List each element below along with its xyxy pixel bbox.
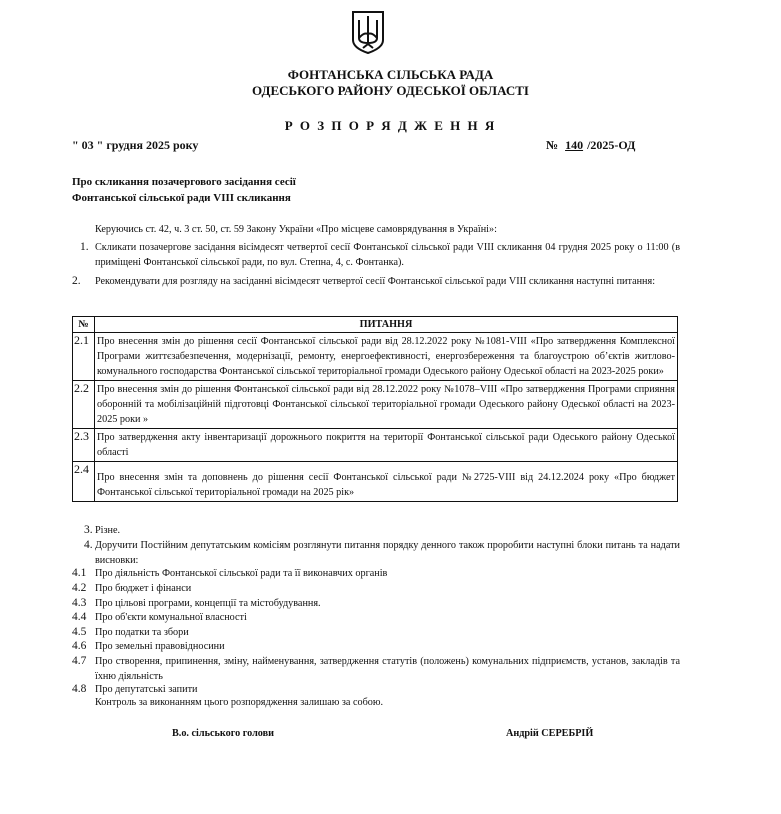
trident-emblem-icon: [351, 10, 385, 54]
table-row: 2.4 Про внесення змін та доповнень до рішення сесії Фонтанської сільської ради №2725-VIII від 24.12.2024 року «Про бюджет Фонтанської сільської територіальної громади на 2025 рік»: [73, 462, 678, 502]
table-row: 2.3 Про затвердження акту інвентаризації дорожнього покриття на території Фонтанської сільської ради Одеського району Одеської області: [73, 429, 678, 462]
doc-number: № 140 /2025-ОД: [546, 138, 636, 152]
agenda-table: [72, 316, 678, 502]
control-statement: Контроль за виконанням цього розпорядження залишаю за собою.: [95, 697, 384, 708]
list-item: 3. Різне.: [84, 524, 121, 536]
list-item: 4.1 Про діяльність Фонтанської сільської ради та її виконавчих органів: [72, 567, 388, 579]
number-value: 140: [565, 138, 584, 152]
list-item: 4.6 Про земельні правовідносини: [72, 640, 225, 652]
list-item: 2. Рекомендувати для розгляду на засіданні вісімдесят четвертої сесії Фонтанської сільської ради VIII скликання наступні питання:: [72, 275, 656, 287]
signature-name: Андрій СЕРЕБРІЙ: [506, 728, 594, 739]
table-row: 2.1 Про внесення змін до рішення сесії Фонтанської сільської ради від 28.12.2022 року №1081-VIII «Про затвердження Комплексної Програми життєзабезпечення, модернізації, ремонту, енергоефективності, енергозбереження та благоустрою об’єктів житлово-комунального господарства Фонтанської сільської територіальної громади Одеського району Одеської області на 2023-2025 роки»: [73, 333, 678, 381]
table-header: № ПИТАННЯ: [73, 317, 678, 333]
list-item: 4.4 Про об'єкти комунальної власності: [72, 611, 247, 623]
list-item: 4.5 Про податки та збори: [72, 626, 189, 638]
list-item: 4.2 Про бюджет і фінанси: [72, 582, 192, 594]
doc-type: Р О З П О Р Я Д Ж Е Н Н Я: [284, 118, 497, 133]
preamble: Керуючись ст. 42, ч. 3 ст. 50, ст. 59 Закону України «Про місцеве самоврядування в Україні»:: [95, 224, 497, 235]
list-item: 4.7 Про створення, припинення, зміну, найменування, затвердження статутів (положень) комунальних підприємств, установ, закладів та їхню діяльність: [72, 655, 680, 682]
subject: Про скликання позачергового засідання сесії Фонтанської сільської ради VIII скликання: [72, 176, 296, 204]
table-row: 2.2 Про внесення змін до рішення Фонтанської сільської ради від 28.12.2022 року №1078–VIII «Про затвердження Програми сприяння оборонній та мобілізаційній підготовці Фонтанської сільської територіальної громади Одеського району Одеської області на 2023-2025 роки »: [73, 381, 678, 429]
list-item: 4.8 Про депутатські запити: [72, 683, 198, 695]
signature-position: В.о. сільського голови: [172, 728, 274, 739]
list-item: 4. Доручити Постійним депутатським комісіям розглянути питання порядку денного також проробити наступні блоки питань та надати висновки:: [84, 539, 680, 566]
doc-date: " 03 " грудня 2025 року: [72, 138, 199, 152]
org-name-line1: ФОНТАНСЬКА СІЛЬСЬКА РАДА: [287, 67, 494, 82]
list-item: 4.3 Про цільові програми, концепції та містобудування.: [72, 597, 321, 609]
org-name-line2: ОДЕСЬКОГО РАЙОНУ ОДЕСЬКОЇ ОБЛАСТІ: [252, 83, 529, 98]
list-item: 1. Скликати позачергове засідання вісімдесят четвертої сесії Фонтанської сільської ради VIII скликання 04 грудня 2025 року о 11:00 (в приміщені Фонтанської сільської ради, по вул. Степна, 4, с. Фонтанка).: [80, 241, 680, 268]
